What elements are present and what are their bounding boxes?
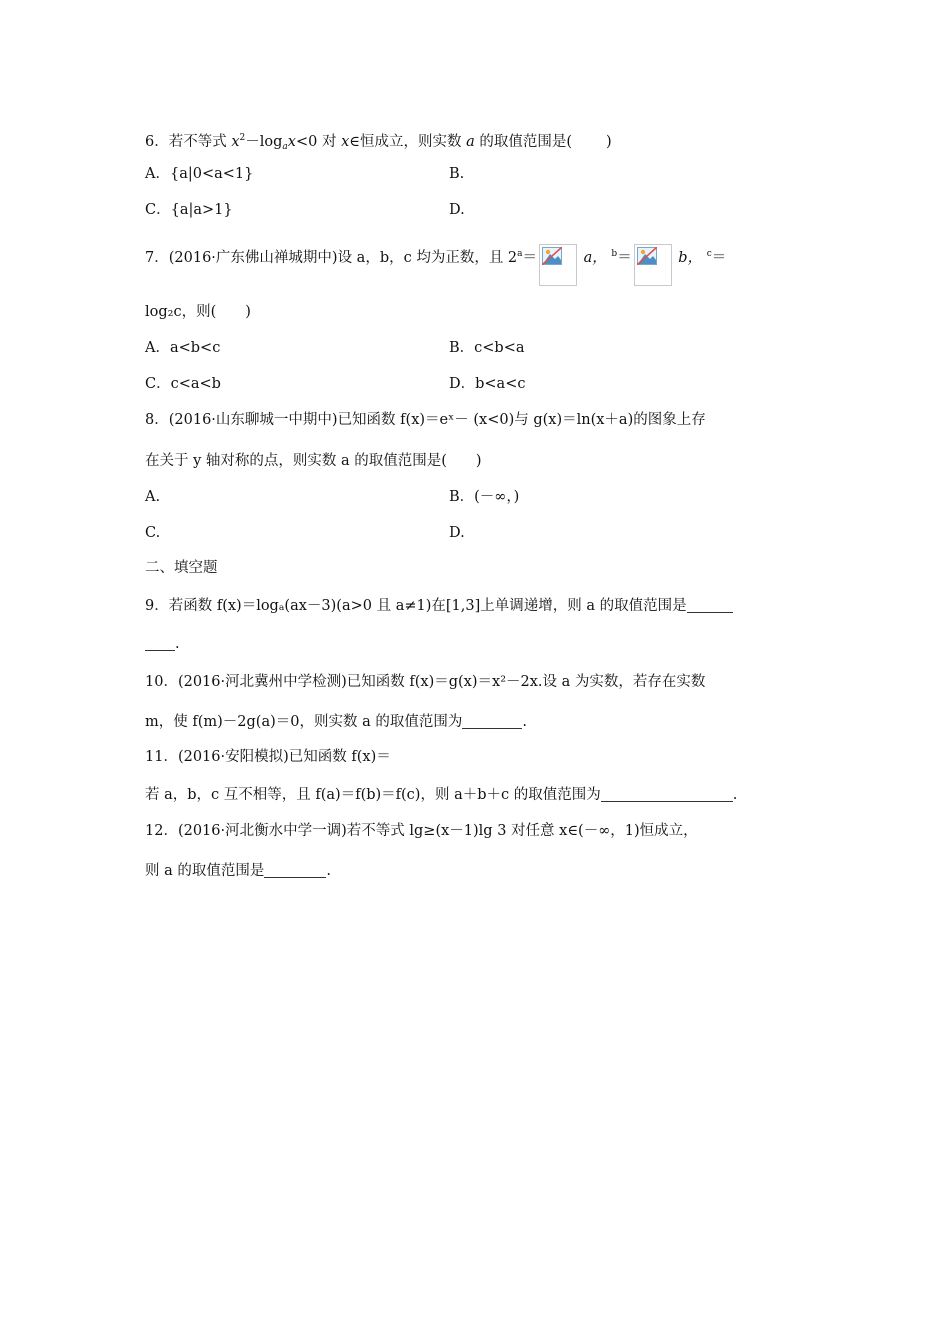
answer-blank <box>687 598 733 613</box>
broken-image-icon <box>634 244 672 286</box>
q10-stem-line2: m，使 f(m)－2g(a)＝0，则实数 a 的取值范围为 . <box>145 714 527 730</box>
q8-option-b: B．(－∞，) <box>449 489 520 505</box>
q7-option-c: C．c<a<b <box>145 376 221 392</box>
answer-blank <box>601 787 733 802</box>
q7-option-b: B．c<b<a <box>449 340 525 356</box>
q7-option-d: D．b<a<c <box>449 376 526 392</box>
q9-stem: 9．若函数 f(x)＝logₐ(ax－3)(a>0 且 a≠1)在[1,3]上单调递增，则 a 的取值范围是 <box>145 596 733 616</box>
answer-blank <box>145 636 175 651</box>
q8-option-a: A. <box>145 489 161 505</box>
q10-stem: 10．(2016·河北冀州中学检测)已知函数 f(x)＝g(x)＝x²－2x.设 a 为实数，若存在实数 <box>145 674 706 690</box>
q7-option-a: A．a<b<c <box>145 340 221 356</box>
q6-stem: 6．若不等式 $x^2-\log_ax<0$ 对 x∈恒成立，则实数 a 的取值范围是( ) <box>145 133 612 152</box>
q8-option-d: D. <box>449 525 465 541</box>
q12-stem: 12．(2016·河北衡水中学一调)若不等式 lg≥(x－1)lg 3 对任意 x∈(－∞，1)恒成立， <box>145 823 698 839</box>
q8-option-c: C. <box>145 525 161 541</box>
broken-image-icon <box>539 244 577 286</box>
q6-option-c: C．{a|a>1} <box>145 202 233 218</box>
q8-stem-line2: 在关于 y 轴对称的点，则实数 a 的取值范围是( ) <box>145 453 482 469</box>
q11-stem-line2: 若 a，b，c 互不相等，且 f(a)＝f(b)＝f(c)，则 a＋b＋c 的取值范围为 . <box>145 787 738 803</box>
q8-stem: 8．(2016·山东聊城一中期中)已知函数 f(x)＝eˣ－ (x<0)与 g(x)＝ln(x＋a)的图象上存 <box>145 412 706 428</box>
section-heading-fill-in: 二、填空题 <box>145 560 218 576</box>
q11-stem: 11．(2016·安阳模拟)已知函数 f(x)＝ <box>145 749 391 765</box>
q9-stem-line2: . <box>145 634 180 654</box>
q6-option-b: B. <box>449 166 465 182</box>
answer-blank <box>264 863 326 878</box>
q6-option-a: A．{a|0<a<1} <box>145 166 254 182</box>
q6-option-d: D. <box>449 202 465 218</box>
q7-stem: 7．(2016·广东佛山禅城期中)设 a，b，c 均为正数，且 $2^a=$ a， $^b$＝ b， $^c$＝ <box>145 244 726 286</box>
q7-stem-line2: log₂c，则( ) <box>145 304 251 320</box>
q12-stem-line2: 则 a 的取值范围是 . <box>145 863 331 879</box>
answer-blank <box>462 714 522 729</box>
